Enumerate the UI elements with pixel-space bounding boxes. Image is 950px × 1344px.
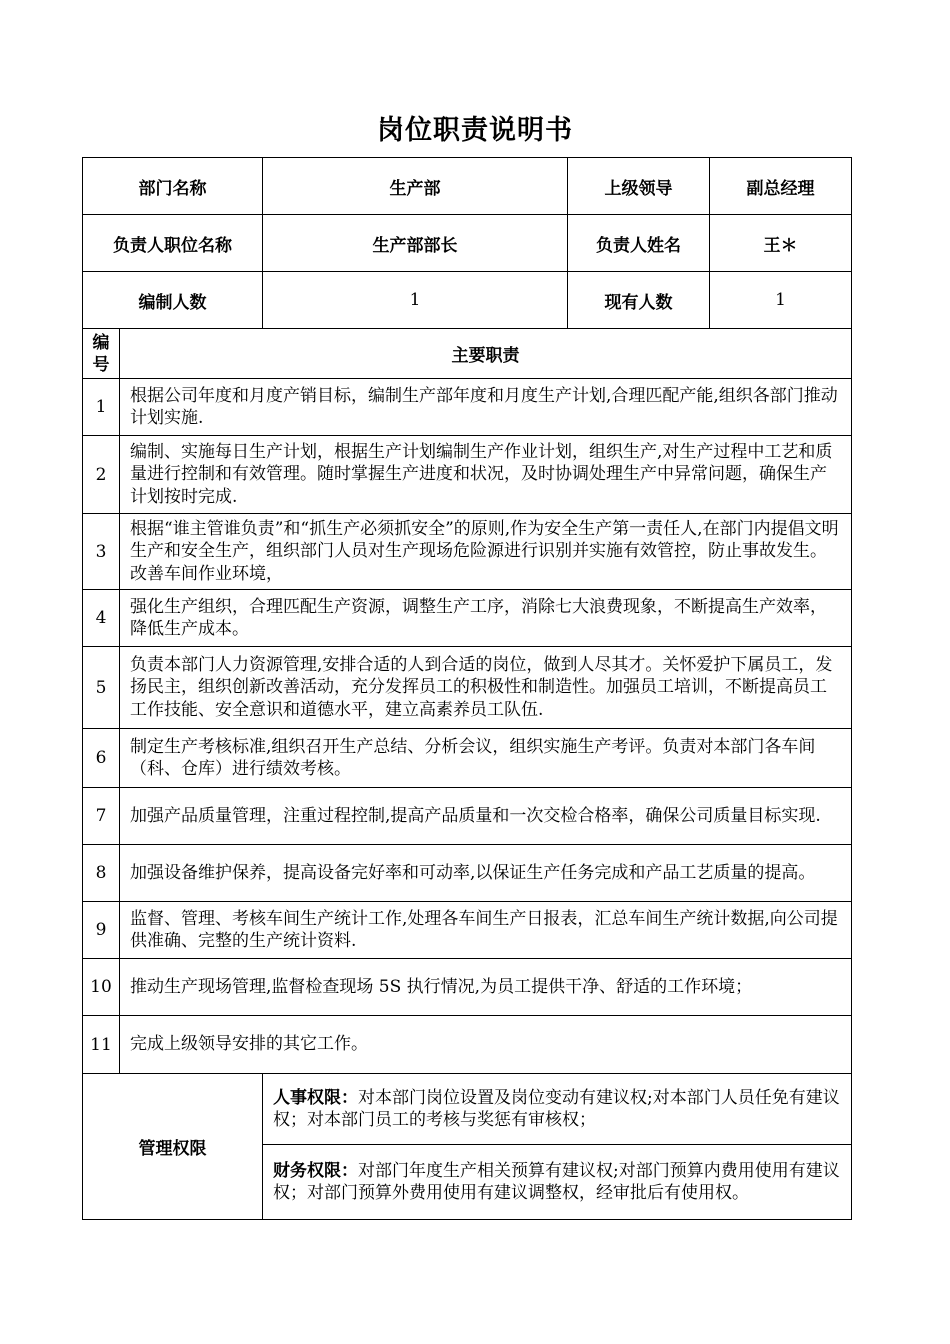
- superior-label: 上级领导: [568, 158, 710, 215]
- header-row-dept: [83, 158, 852, 215]
- duty-text: 制定生产考核标准,组织召开生产总结、分析会议，组织实施生产考评。负责对本部门各车间（科、仓库）进行绩效考核。: [120, 729, 852, 788]
- current-value: 1: [710, 272, 852, 329]
- duty-text: 推动生产现场管理,监督检查现场 5S 执行情况,为员工提供干净、舒适的工作环境；: [120, 959, 852, 1016]
- position-label: 负责人职位名称: [83, 215, 263, 272]
- table-row: [83, 788, 852, 845]
- quota-value: 1: [263, 272, 568, 329]
- duties-column-header: 主要职责: [120, 329, 852, 379]
- number-header-char-2: 号: [92, 354, 110, 375]
- finance-authority-text: 对部门年度生产相关预算有建议权;对部门预算内费用使用有建议权；对部门预算外费用使用有建议调整权，经审批后有使用权。: [273, 1160, 840, 1203]
- duty-number: 7: [83, 788, 120, 845]
- duty-number: 3: [83, 514, 120, 590]
- table-row: [83, 436, 852, 514]
- name-label: 负责人姓名: [568, 215, 710, 272]
- name-value: 王＊: [710, 215, 852, 272]
- duty-text: 强化生产组织，合理匹配生产资源，调整生产工序，消除七大浪费现象，不断提高生产效率，降低生产成本。: [120, 590, 852, 647]
- table-row: [83, 729, 852, 788]
- number-column-header: [83, 329, 120, 379]
- duty-text: 根据公司年度和月度产销目标，编制生产部年度和月度生产计划,合理匹配产能,组织各部门推动计划实施.: [120, 379, 852, 436]
- table-row: [83, 514, 852, 590]
- number-header-char-1: 编: [92, 332, 110, 353]
- duty-number: 11: [83, 1016, 120, 1074]
- table-row: [83, 590, 852, 647]
- quota-label: 编制人数: [83, 272, 263, 329]
- current-label: 现有人数: [568, 272, 710, 329]
- authority-label: 管理权限: [83, 1074, 263, 1220]
- header-row-position: [83, 215, 852, 272]
- duty-text: 根据“谁主管谁负责”和“抓生产必须抓安全”的原则,作为安全生产第一责任人,在部门内提倡文明生产和安全生产，组织部门人员对生产现场危险源进行识别并实施有效管控，防止事故发生。改善车间作业环境，: [120, 514, 852, 590]
- duty-number: 4: [83, 590, 120, 647]
- personnel-authority-label: 人事权限：: [273, 1087, 358, 1108]
- personnel-authority-text: 对本部门岗位设置及岗位变动有建议权;对本部门人员任免有建议权；对本部门员工的考核与奖惩有审核权；: [273, 1087, 840, 1130]
- finance-authority: [263, 1145, 852, 1220]
- authority-row-personnel: [83, 1074, 852, 1145]
- header-row-headcount: [83, 272, 852, 329]
- table-row: [83, 647, 852, 729]
- duty-number: 5: [83, 647, 120, 729]
- duties-header-row: [83, 329, 852, 379]
- table-row: [83, 1016, 852, 1074]
- finance-authority-label: 财务权限：: [273, 1160, 358, 1181]
- personnel-authority: [263, 1074, 852, 1145]
- duty-text: 负责本部门人力资源管理,安排合适的人到合适的岗位，做到人尽其才。关怀爱护下属员工，发扬民主，组织创新改善活动，充分发挥员工的积极性和制造性。加强员工培训，不断提高员工工作技能、安全意识和道德水平，建立高素养员工队伍.: [120, 647, 852, 729]
- table-row: [83, 959, 852, 1016]
- duty-number: 1: [83, 379, 120, 436]
- position-value: 生产部部长: [263, 215, 568, 272]
- superior-value: 副总经理: [710, 158, 852, 215]
- table-row: [83, 379, 852, 436]
- job-description-table: [82, 157, 852, 1220]
- duty-text: 完成上级领导安排的其它工作。: [120, 1016, 852, 1074]
- page-title: 岗位职责说明书: [377, 115, 573, 146]
- duty-number: 8: [83, 845, 120, 902]
- duty-number: 9: [83, 902, 120, 959]
- duty-text: 加强设备维护保养，提高设备完好率和可动率,以保证生产任务完成和产品工艺质量的提高。: [120, 845, 852, 902]
- duty-number: 6: [83, 729, 120, 788]
- duty-number: 2: [83, 436, 120, 514]
- dept-value: 生产部: [263, 158, 568, 215]
- dept-label: 部门名称: [83, 158, 263, 215]
- table-row: [83, 902, 852, 959]
- table-row: [83, 845, 852, 902]
- duty-number: 10: [83, 959, 120, 1016]
- duty-text: 加强产品质量管理，注重过程控制,提高产品质量和一次交检合格率，确保公司质量目标实现.: [120, 788, 852, 845]
- duty-text: 监督、管理、考核车间生产统计工作,处理各车间生产日报表，汇总车间生产统计数据,向公司提供准确、完整的生产统计资料.: [120, 902, 852, 959]
- duty-text: 编制、实施每日生产计划，根据生产计划编制生产作业计划，组织生产,对生产过程中工艺和质量进行控制和有效管理。随时掌握生产进度和状况，及时协调处理生产中异常问题，确保生产计划按时完成.: [120, 436, 852, 514]
